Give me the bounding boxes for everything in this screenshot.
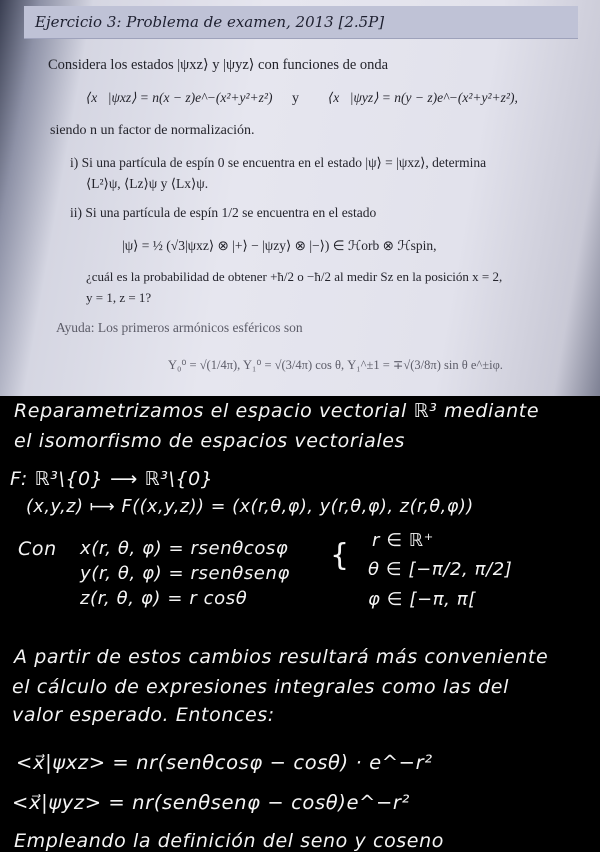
question-1-line-2: ⟨L²⟩ψ, ⟨Lz⟩ψ y ⟨Lx⟩ψ. [86, 176, 209, 191]
exam-text [14, 12, 586, 396]
notes-phi-domain: φ ∈ [−π, π[ [368, 589, 476, 610]
notes-line-1: Reparametrizamos el espacio vectorial ℝ³ mediante [14, 400, 540, 422]
notes-line-10: valor esperado. Entonces: [12, 704, 275, 726]
notes-x-param: x(r, θ, φ) = rsenθcosφ [80, 538, 289, 559]
notes-map-definition: F: ℝ³\{0} ⟶ ℝ³\{0} [10, 468, 214, 490]
notes-line-2: el isomorfismo de espacios vectoriales [14, 430, 406, 452]
notes-line-9: el cálculo de expresiones integrales como las del [12, 676, 509, 698]
wavefunction-xz: ⟨x⃗|ψxz⟩ = n(x − z)e^−(x²+y²+z²) [86, 90, 273, 105]
wavefunction-yz: ⟨x⃗|ψyz⟩ = n(y − z)e^−(x²+y²+z²), [328, 90, 518, 105]
normalization-text: siendo n un factor de normalización. [50, 123, 255, 138]
notes-line-13: Empleando la definición del seno y coseno [14, 830, 444, 852]
notes-psi-xz: <x⃗|ψxz> = nr(senθcosφ − cosθ) · e^−r² [16, 751, 433, 774]
question-2-line-3: y = 1, z = 1? [86, 290, 152, 305]
notes-line-8: A partir de estos cambios resultará más conveniente [14, 646, 549, 668]
question-1-line-1: i) Si una partícula de espín 0 se encuentra en el estado |ψ⟩ = |ψxz⟩, determina [70, 155, 487, 170]
spherical-harmonics: Y₀⁰ = √(1/4π), Y₁⁰ = √(3/4π) cos θ, Y₁^±1 = ∓√(3/8π) sin θ e^±iφ. [168, 358, 503, 372]
notes-brace: { [330, 538, 350, 573]
eq-connector: y [292, 91, 299, 106]
notes-r-domain: r ∈ ℝ⁺ [372, 530, 434, 551]
intro-text: Considera los estados |ψxz⟩ y |ψyz⟩ con funciones de onda [48, 57, 389, 73]
notes-psi-yz: <x⃗|ψyz> = nr(senθsenφ − cosθ)e^−r² [12, 791, 410, 814]
notes-con: Con [18, 538, 57, 560]
hint-text: Ayuda: Los primeros armónicos esféricos son [56, 320, 303, 335]
question-2-line-2: ¿cuál es la probabilidad de obtener +ħ/2 o −ħ/2 al medir Sz en la posición x = 2, [86, 269, 503, 284]
question-2-line-1: ii) Si una partícula de espín 1/2 se encuentra en el estado [70, 205, 377, 220]
notes-z-param: z(r, θ, φ) = r cosθ [80, 588, 248, 609]
spin-state-equation: |ψ⟩ = ½ (√3|ψxz⟩ ⊗ |+⟩ − |ψzy⟩ ⊗ |−⟩) ∈ ℋorb ⊗ ℋspin, [122, 238, 437, 253]
notes-y-param: y(r, θ, φ) = rsenθsenφ [80, 563, 290, 584]
notes-map-formula: (x,y,z) ⟼ F((x,y,z)) = (x(r,θ,φ), y(r,θ,φ), z(r,θ,φ)) [26, 497, 474, 517]
handwritten-notes [0, 396, 600, 852]
exercise-title: Ejercicio 3: Problema de examen, 2013 [2.5P] [35, 13, 385, 31]
notes-theta-domain: θ ∈ [−π/2, π/2] [368, 559, 513, 580]
